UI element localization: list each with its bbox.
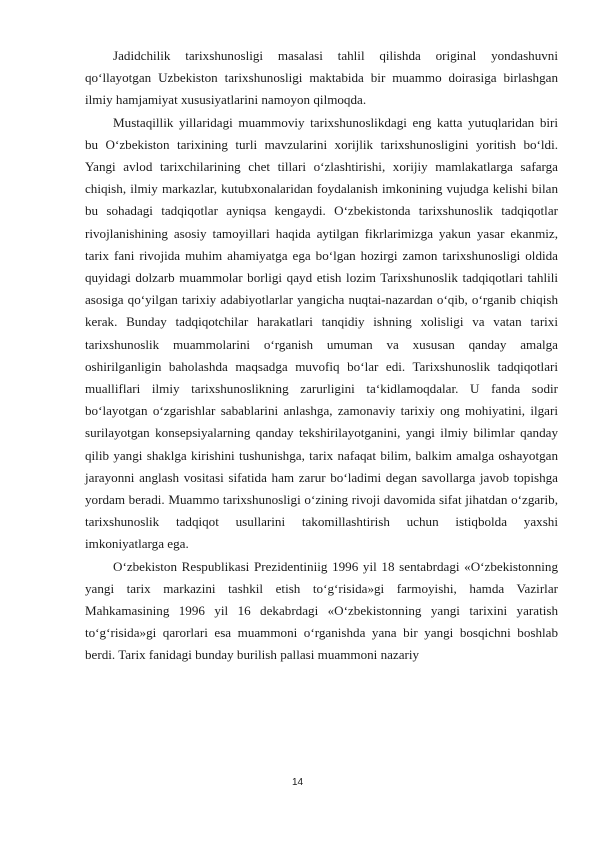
page-number: 14 bbox=[291, 777, 304, 788]
paragraph-2: Mustaqillik yillaridagi muammoviy tarixshunoslikdagi eng katta yutuqlaridan biri bu O‘zbekiston tarixining turli mavzularini xorijlik tarixshunosligini yoritish bo‘ldi. Yangi avlod tarixchilarining chet tillari o‘zlashtirishi, xorijiy mamlakatlarga safarga chiqish, ilmiy markazlar, kutubxonalaridan foydalanish imkonining vujudga kelishi bilan bu sohadagi tadqiqotlar ayniqsa kengaydi. O‘zbekistonda tarixshunoslik tadqiqotlar rivojlanishining asosiy tamoyillari haqida aytilgan fikrlarimizga yakun yasar ekanmiz, tarix fani rivojida muhim ahamiyatga ega bo‘lgan hozirgi zamon tarixshunosligi oldida quyidagi dolzarb muammolar borligi qayd etish lozim Tarixshunoslik tadqiqotlari tahlili asosiga qo‘yilgan tarixiy adabiyotlarlar yangicha nuqtai-nazardan o‘qib, o‘rganib chiqish kerak. Bunday tadqiqotchilar harakatlari tanqidiy ishning xolisligi va vatan tarixi tarixshunoslik muammolarini o‘rganish umuman va xususan qanday amalga oshirilganligin baholashda maqsadga muvofiq bo‘lar edi. Tarixshunoslik tadqiqotlari mualliflari ilmiy tarixshunoslikning zarurligini ta‘kidlamoqdalar. U fanda sodir bo‘layotgan o‘zgarishlar sabablarini anlashga, zamonaviy tarixiy ong mohiyatini, ilgari surilayotgan konsepsiyalarning qanday tekshirilayotganini, yangi ilmiy bilimlar qanday qilib yangi shaklga kirishini tushunishga, tarix nafaqat bilim, balkim amalga oshayotgan jarayonni anglash vositasi sifatida ham zarur bo‘ladimi degan savollarga javob topishga yordam beradi. Muammo tarixshunosligi o‘zining rivoji davomida sifat jihatdan o‘zgarib, tarixshunoslik tadqiqot usullarini takomillashtirish uchun istiqbolda yaxshi imkoniyatlarga ega. bbox=[85, 114, 558, 552]
paragraph-3: O‘zbekiston Respublikasi Prezidentiniig 1996 yil 18 sentabrdagi «O‘zbekistonning yangi tarix markazini tashkil etish to‘g‘risida»gi farmoyishi, hamda Vazirlar Mahkamasining 1996 yil 16 dekabrdagi «O‘zbekistonning yangi tarixini yaratish to‘g‘risida»gi qarorlari esa muammoni o‘rganishda yana bir yangi bosqichni boshlab berdi. Tarix fanidagi bunday burilish pallasi muammoni nazariy bbox=[85, 558, 558, 663]
body-text bbox=[85, 45, 558, 667]
paragraph-1: Jadidchilik tarixshunosligi masalasi tahlil qilishda original yondashuvni qo‘llayotgan Uzbekiston tarixshunosligi maktabida bir muammo doirasiga birlashgan ilmiy hamjamiyat xususiyatlarini namoyon qilmoqda. bbox=[85, 48, 558, 108]
